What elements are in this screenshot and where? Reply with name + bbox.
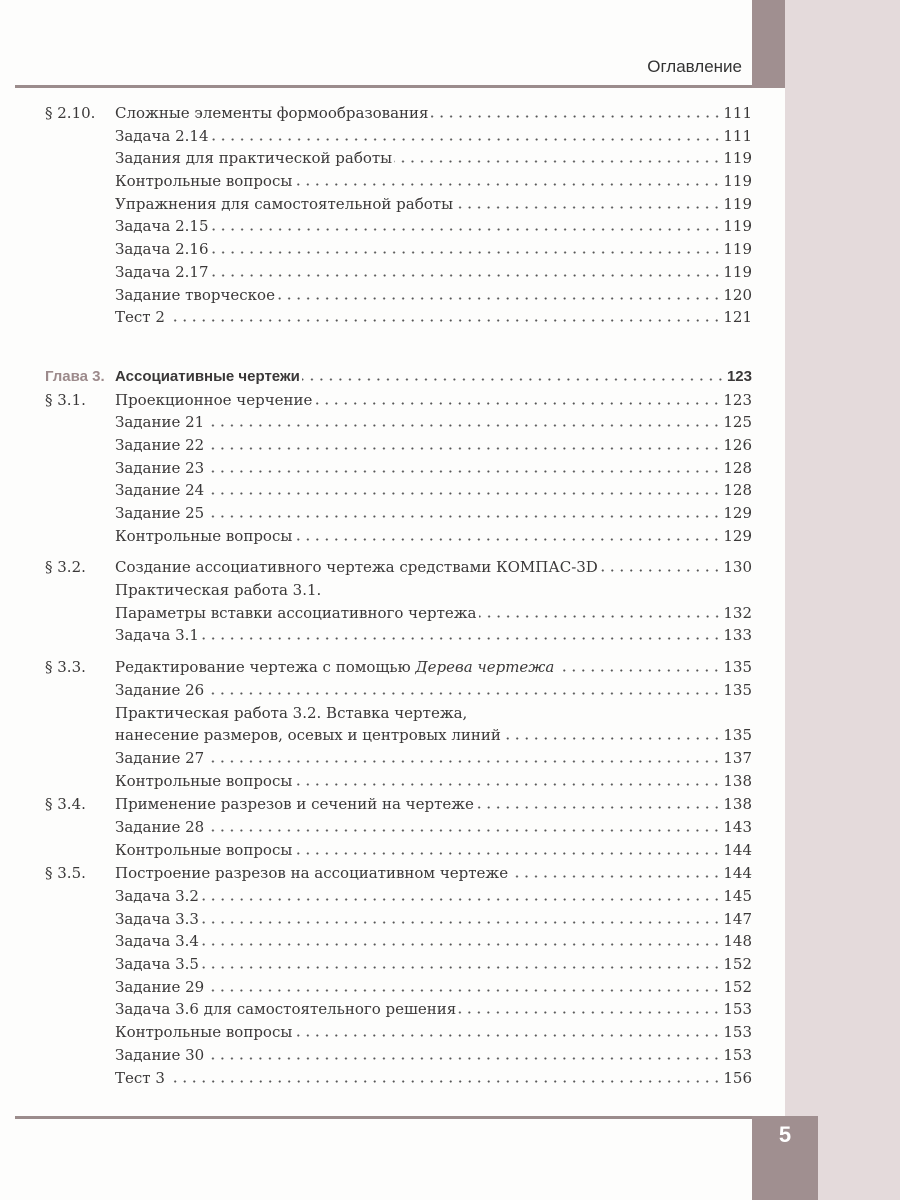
page-ref: 145	[723, 887, 752, 905]
section-number: § 3.5.	[45, 864, 86, 883]
dot-leader	[167, 319, 721, 322]
toc-entry[interactable]	[45, 679, 752, 702]
dot-leader	[201, 637, 721, 640]
dot-leader	[302, 378, 725, 381]
dot-leader	[510, 875, 721, 878]
dot-leader	[294, 538, 721, 541]
page-ref: 123	[723, 390, 752, 409]
page-number: 5	[752, 1116, 818, 1200]
page-ref: 121	[723, 308, 752, 327]
entry-title: Проекционное черчение	[115, 390, 313, 409]
dot-leader	[556, 669, 721, 672]
toc-entry[interactable]	[45, 502, 752, 525]
entry-title: Упражнения для самостоятельной работы	[115, 194, 454, 213]
toc-entry[interactable]	[45, 998, 752, 1021]
entry-title: Контрольные вопросы	[115, 771, 293, 790]
toc-entry[interactable]	[45, 238, 752, 261]
chapter-label: Глава 3.	[45, 367, 105, 385]
entry-title: Задание 21	[115, 413, 205, 432]
page-ref: 111	[723, 126, 752, 145]
page-ref: 152	[723, 977, 752, 996]
page-ref: 119	[723, 262, 752, 281]
page-ref: 120	[723, 285, 752, 304]
dot-leader	[476, 806, 721, 809]
entry-title: нанесение размеров, осевых и центровых линий	[115, 726, 501, 745]
toc-entry[interactable]	[45, 147, 752, 170]
entry-title: Задание 22	[115, 435, 205, 454]
toc-entry[interactable]	[45, 976, 752, 999]
dot-leader	[211, 274, 722, 277]
toc-entry[interactable]	[45, 624, 752, 647]
entry-title: Применение разрезов и сечений на чертеже	[115, 795, 474, 814]
dot-leader	[277, 297, 721, 300]
page-ref: 147	[723, 909, 752, 928]
page-ref: 153	[723, 1000, 752, 1019]
toc-entry[interactable]	[45, 816, 752, 839]
toc-entry-line[interactable]	[45, 579, 752, 602]
dot-leader	[479, 615, 722, 618]
entry-title: Сложные элементы формообразования	[115, 104, 429, 122]
dot-leader	[314, 402, 721, 405]
toc-entry[interactable]	[45, 525, 752, 548]
toc-entry[interactable]	[45, 885, 752, 908]
page-ref: 138	[723, 771, 752, 790]
dot-leader	[431, 115, 722, 118]
entry-title: Редактирование чертежа с помощью	[115, 658, 416, 677]
entry-title: Задание 27	[115, 748, 205, 767]
page-ref: 129	[723, 504, 752, 522]
dot-leader	[600, 569, 722, 572]
entry-title-italic: Дерева чертежа	[415, 658, 555, 677]
entry-title: Практическая работа 3.2. Вставка чертежа,	[115, 703, 468, 722]
page-edge-strip	[785, 0, 900, 1200]
entry-title: Задача 2.16	[115, 240, 209, 259]
entry-title: Задача 3.3	[115, 909, 199, 928]
running-header: Оглавление	[647, 57, 742, 76]
page-ref: 135	[723, 680, 752, 699]
section-number: § 3.1.	[45, 390, 86, 409]
page-ref: 152	[723, 955, 752, 974]
dot-leader	[455, 206, 721, 209]
dot-leader	[294, 1034, 721, 1037]
page-ref: 144	[723, 840, 752, 859]
page-ref: 148	[723, 932, 752, 951]
dot-leader	[294, 183, 721, 186]
toc-entry[interactable]	[45, 770, 752, 793]
entry-title: Задание творческое	[115, 285, 275, 304]
entry-title: Практическая работа 3.1.	[115, 581, 322, 600]
entry-title: Контрольные вопросы	[115, 840, 293, 859]
page-ref: 153	[723, 1045, 752, 1064]
page-ref: 125	[723, 413, 752, 432]
entry-title: Задача 2.14	[115, 126, 209, 145]
dot-leader	[206, 470, 721, 473]
dot-leader	[206, 492, 721, 495]
entry-title: Ассоциативные чертежи	[115, 367, 300, 385]
section-number: § 3.2.	[45, 558, 86, 577]
toc-entry[interactable]	[45, 125, 752, 148]
dot-leader	[206, 692, 721, 695]
section-entry[interactable]	[45, 556, 752, 579]
dot-leader	[206, 829, 721, 832]
section-number: § 3.3.	[45, 658, 86, 677]
entry-title: Параметры вставки ассоциативного чертежа	[115, 603, 477, 622]
page-ref: 130	[723, 558, 752, 577]
toc-entry[interactable]	[45, 457, 752, 480]
dot-leader	[458, 1011, 721, 1014]
page-ref: 111	[723, 104, 752, 122]
section-entry[interactable]	[45, 656, 752, 679]
toc-entry[interactable]	[45, 724, 752, 747]
section-entry[interactable]	[45, 102, 752, 125]
entry-title: Задача 3.5	[115, 955, 199, 974]
entry-title: Контрольные вопросы	[115, 526, 293, 545]
entry-title: Задание 30	[115, 1045, 205, 1064]
dot-leader	[206, 447, 721, 450]
toc-entry[interactable]	[45, 215, 752, 238]
entry-title: Задача 2.17	[115, 262, 209, 281]
dot-leader	[167, 1080, 721, 1083]
page-ref: 119	[723, 194, 752, 213]
entry-title: Контрольные вопросы	[115, 1023, 293, 1042]
entry-title: Задание 24	[115, 481, 205, 500]
toc-entry[interactable]	[45, 602, 752, 625]
page-ref: 132	[723, 603, 752, 622]
header-rule	[15, 85, 752, 88]
toc-entry[interactable]	[45, 170, 752, 193]
page-ref: 143	[723, 817, 752, 836]
dot-leader	[201, 943, 721, 946]
entry-title: Задание 25	[115, 504, 205, 522]
dot-leader	[294, 783, 721, 786]
entry-title: Создание ассоциативного чертежа средствами КОМПАС-3D	[115, 558, 598, 577]
entry-title: Тест 2	[115, 308, 165, 327]
page-ref: 126	[723, 435, 752, 454]
toc-entry[interactable]	[45, 953, 752, 976]
page-ref: 135	[723, 658, 752, 677]
section-entry[interactable]	[45, 793, 752, 816]
page-ref: 128	[723, 481, 752, 500]
entry-title: Контрольные вопросы	[115, 172, 293, 191]
toc-entry[interactable]	[45, 1044, 752, 1067]
page-ref: 119	[723, 172, 752, 191]
entry-title: Задание 26	[115, 680, 205, 699]
page-ref: 119	[723, 149, 752, 168]
page-ref: 137	[723, 748, 752, 767]
entry-title: Задача 3.6 для самостоятельного решения	[115, 1000, 457, 1019]
dot-leader	[201, 898, 721, 901]
dot-leader	[201, 921, 721, 924]
dot-leader	[211, 228, 722, 231]
dot-leader	[394, 160, 721, 163]
page-ref: 119	[723, 240, 752, 259]
entry-title: Задания для практической работы	[115, 149, 393, 168]
toc-entry[interactable]	[45, 434, 752, 457]
section-entry[interactable]	[45, 862, 752, 885]
toc-entry[interactable]	[45, 908, 752, 931]
toc-entry[interactable]	[45, 1067, 752, 1090]
page-ref: 135	[723, 726, 752, 745]
entry-title: Задание 28	[115, 817, 205, 836]
dot-leader	[206, 515, 721, 518]
dot-leader	[206, 760, 721, 763]
page-ref: 129	[723, 526, 752, 545]
entry-title: Задание 23	[115, 458, 205, 477]
table-of-contents	[45, 102, 752, 1089]
page-ref: 156	[723, 1068, 752, 1087]
header-tab	[752, 0, 785, 88]
toc-entry-line[interactable]	[45, 702, 752, 725]
dot-leader	[206, 1057, 721, 1060]
toc-entry[interactable]	[45, 284, 752, 307]
page-ref: 144	[723, 864, 752, 883]
entry-title: Задача 2.15	[115, 217, 209, 236]
toc-entry[interactable]	[45, 930, 752, 953]
toc-entry[interactable]	[45, 839, 752, 862]
toc-entry[interactable]	[45, 747, 752, 770]
entry-title: Тест 3	[115, 1068, 165, 1087]
page-ref: 153	[723, 1023, 752, 1042]
section-entry[interactable]	[45, 389, 752, 412]
chapter-heading[interactable]	[45, 366, 752, 389]
entry-title: Задача 3.4	[115, 932, 199, 951]
toc-entry[interactable]	[45, 1021, 752, 1044]
dot-leader	[503, 737, 721, 740]
toc-entry[interactable]	[45, 479, 752, 502]
entry-title: Построение разрезов на ассоциативном чертеже	[115, 864, 509, 883]
dot-leader	[294, 852, 721, 855]
footer-rule	[15, 1116, 752, 1119]
dot-leader	[206, 424, 721, 427]
dot-leader	[211, 251, 722, 254]
section-number: § 3.4.	[45, 795, 86, 814]
page-ref: 138	[723, 795, 752, 814]
toc-entry[interactable]	[45, 306, 752, 329]
toc-entry[interactable]	[45, 193, 752, 216]
entry-title: Задача 3.1	[115, 626, 199, 645]
toc-entry[interactable]	[45, 261, 752, 284]
entry-title: Задание 29	[115, 977, 205, 996]
dot-leader	[201, 966, 721, 969]
page-ref: 128	[723, 458, 752, 477]
dot-leader	[206, 989, 721, 992]
dot-leader	[211, 138, 722, 141]
entry-title: Задача 3.2	[115, 887, 199, 905]
page-ref: 133	[723, 626, 752, 645]
page-ref: 119	[723, 217, 752, 236]
toc-entry[interactable]	[45, 411, 752, 434]
page-ref: 123	[726, 367, 752, 385]
section-number: § 2.10.	[45, 104, 96, 122]
